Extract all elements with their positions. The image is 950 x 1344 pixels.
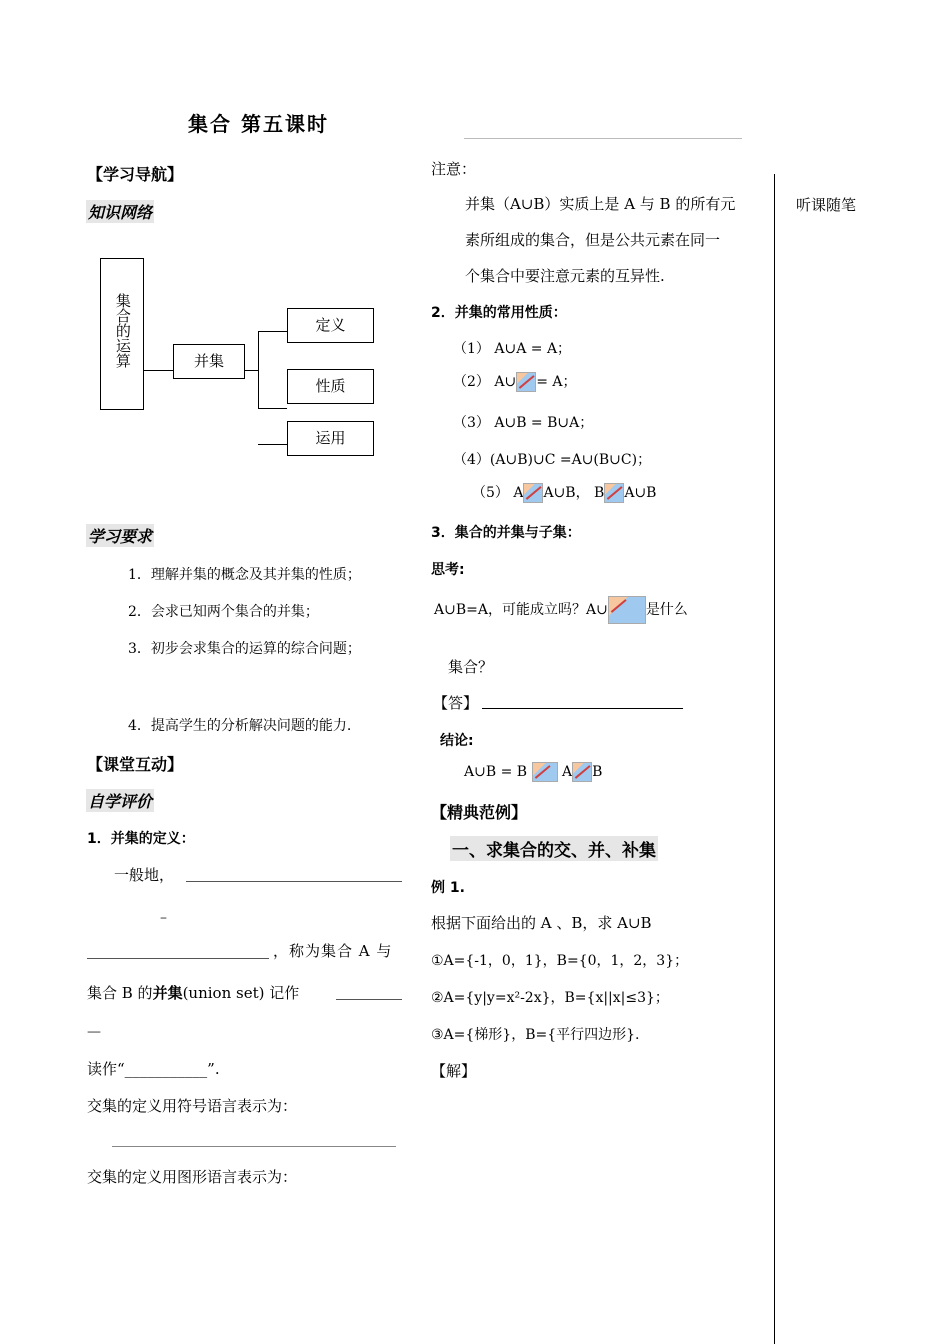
example-label: 例 1. (431, 880, 465, 896)
page-title: 集合 第五课时 (188, 112, 329, 136)
empty-set-image-icon (608, 596, 646, 624)
definition-text: 集合 B 的 (87, 984, 153, 1002)
solution-label: 【解】 (431, 1062, 477, 1080)
diagram-union-box (173, 344, 245, 379)
answer-blank[interactable] (482, 708, 683, 709)
property-text: = A； (536, 374, 577, 390)
example-item: ③A={梯形}，B={平行四边形}. (431, 1027, 640, 1043)
margin-divider (774, 174, 775, 1344)
blank-line (112, 1146, 396, 1147)
diagram-leaf-definition (287, 308, 374, 343)
question-line (434, 596, 688, 624)
diagram-leaf-label: 运用 (315, 429, 346, 447)
property-text: A∪B (624, 485, 657, 501)
connector (244, 370, 259, 371)
connector (258, 444, 287, 445)
knowledge-network-heading: 知识网络 (86, 200, 154, 223)
connector (258, 331, 287, 332)
margin-notes-label: 听课随笔 (796, 196, 857, 214)
property-item (453, 371, 577, 392)
conclusion-text: A (561, 764, 573, 780)
blank-line (336, 999, 402, 1000)
conclusion-text: A∪B = B (464, 764, 528, 780)
subset-image-icon (604, 483, 624, 503)
question-text: 是什么 (645, 602, 688, 618)
empty-set-image-icon (516, 372, 536, 392)
think-label: 思考: (431, 562, 465, 578)
diagram-root-label: 集合的运算 (113, 292, 132, 368)
note-line: 素所组成的集合，但是公共元素在同一 (465, 231, 721, 249)
diagram-union-label: 并集 (193, 352, 224, 370)
blank-line (87, 958, 269, 959)
question-line-2: 集合？ (448, 658, 494, 676)
answer-label: 【答】 (433, 694, 479, 712)
definition-line-1: 一般地， (114, 866, 175, 884)
requirement-item: 4．提高学生的分析解决问题的能力. (128, 718, 352, 734)
subset-image-icon (572, 762, 592, 782)
connector (258, 408, 287, 409)
example-item: ①A={-1，0，1}，B={0，1，2，3}； (431, 953, 689, 969)
requirement-item: 1．理解并集的概念及其并集的性质； (128, 567, 361, 583)
nav-header: 【学习导航】 (87, 165, 184, 184)
conclusion-label: 结论: (440, 733, 474, 749)
diagram-root-box (100, 258, 144, 410)
conclusion-line (464, 762, 602, 782)
relation-image-icon (532, 762, 558, 782)
connector (143, 370, 173, 371)
note-line: 个集合中要注意元素的互异性. (465, 267, 665, 285)
definition-dash: – (160, 910, 167, 926)
symbol-language-line: 交集的定义用符号语言表示为： (87, 1097, 298, 1115)
union-term: 并集 (152, 984, 183, 1002)
conclusion-text: B (592, 764, 603, 780)
property-item: （1） A∪A = A； (453, 341, 572, 357)
properties-title: 2．并集的常用性质： (431, 305, 567, 321)
connector (258, 331, 259, 409)
example-item: ②A={y|y=x²-2x}，B={x||x|≤3}； (431, 990, 669, 1006)
definition-short-dash: — (87, 1024, 101, 1040)
property-text: （2） A∪ (453, 374, 517, 390)
read-as-line: 读作“___________”. (87, 1060, 220, 1078)
subset-image-icon (523, 483, 543, 503)
requirement-item: 3．初步会求集合的运算的综合问题； (128, 641, 361, 657)
property-item: （3） A∪B = B∪A； (453, 415, 594, 431)
diagram-leaf-label: 性质 (315, 377, 346, 395)
example-text: 根据下面给出的 A 、B，求 A∪B (431, 914, 652, 932)
examples-header: 【精典范例】 (431, 803, 528, 822)
classroom-header: 【课堂互动】 (87, 755, 184, 774)
property-text: （5） A (472, 485, 524, 501)
title-rule (464, 138, 742, 139)
graph-language-line: 交集的定义用图形语言表示为： (87, 1168, 298, 1186)
definition-line-4 (87, 982, 299, 1003)
requirements-heading: 学习要求 (86, 524, 154, 547)
note-label: 注意： (431, 160, 477, 178)
property-item (472, 482, 656, 503)
definition-line-3: ，称为集合 A 与 (273, 942, 393, 960)
subset-title: 3．集合的并集与子集： (431, 525, 581, 541)
self-eval-heading: 自学评价 (86, 789, 154, 812)
question-text: A∪B=A，可能成立吗？A∪ (434, 602, 608, 618)
requirement-item: 2．会求已知两个集合的并集； (128, 604, 319, 620)
property-item: （4）(A∪B)∪C =A∪(B∪C)； (453, 452, 652, 468)
section-heading: 一、求集合的交、并、补集 (450, 836, 658, 861)
blank-line (186, 881, 402, 882)
property-text: A∪B， B (543, 485, 605, 501)
definition-text: (union set) 记作 (182, 984, 300, 1002)
diagram-leaf-label: 定义 (315, 316, 346, 334)
note-line: 并集（A∪B）实质上是 A 与 B 的所有元 (465, 195, 736, 213)
diagram-leaf-application (287, 421, 374, 456)
union-definition-title: 1．并集的定义： (87, 831, 195, 847)
diagram-leaf-property (287, 369, 374, 404)
